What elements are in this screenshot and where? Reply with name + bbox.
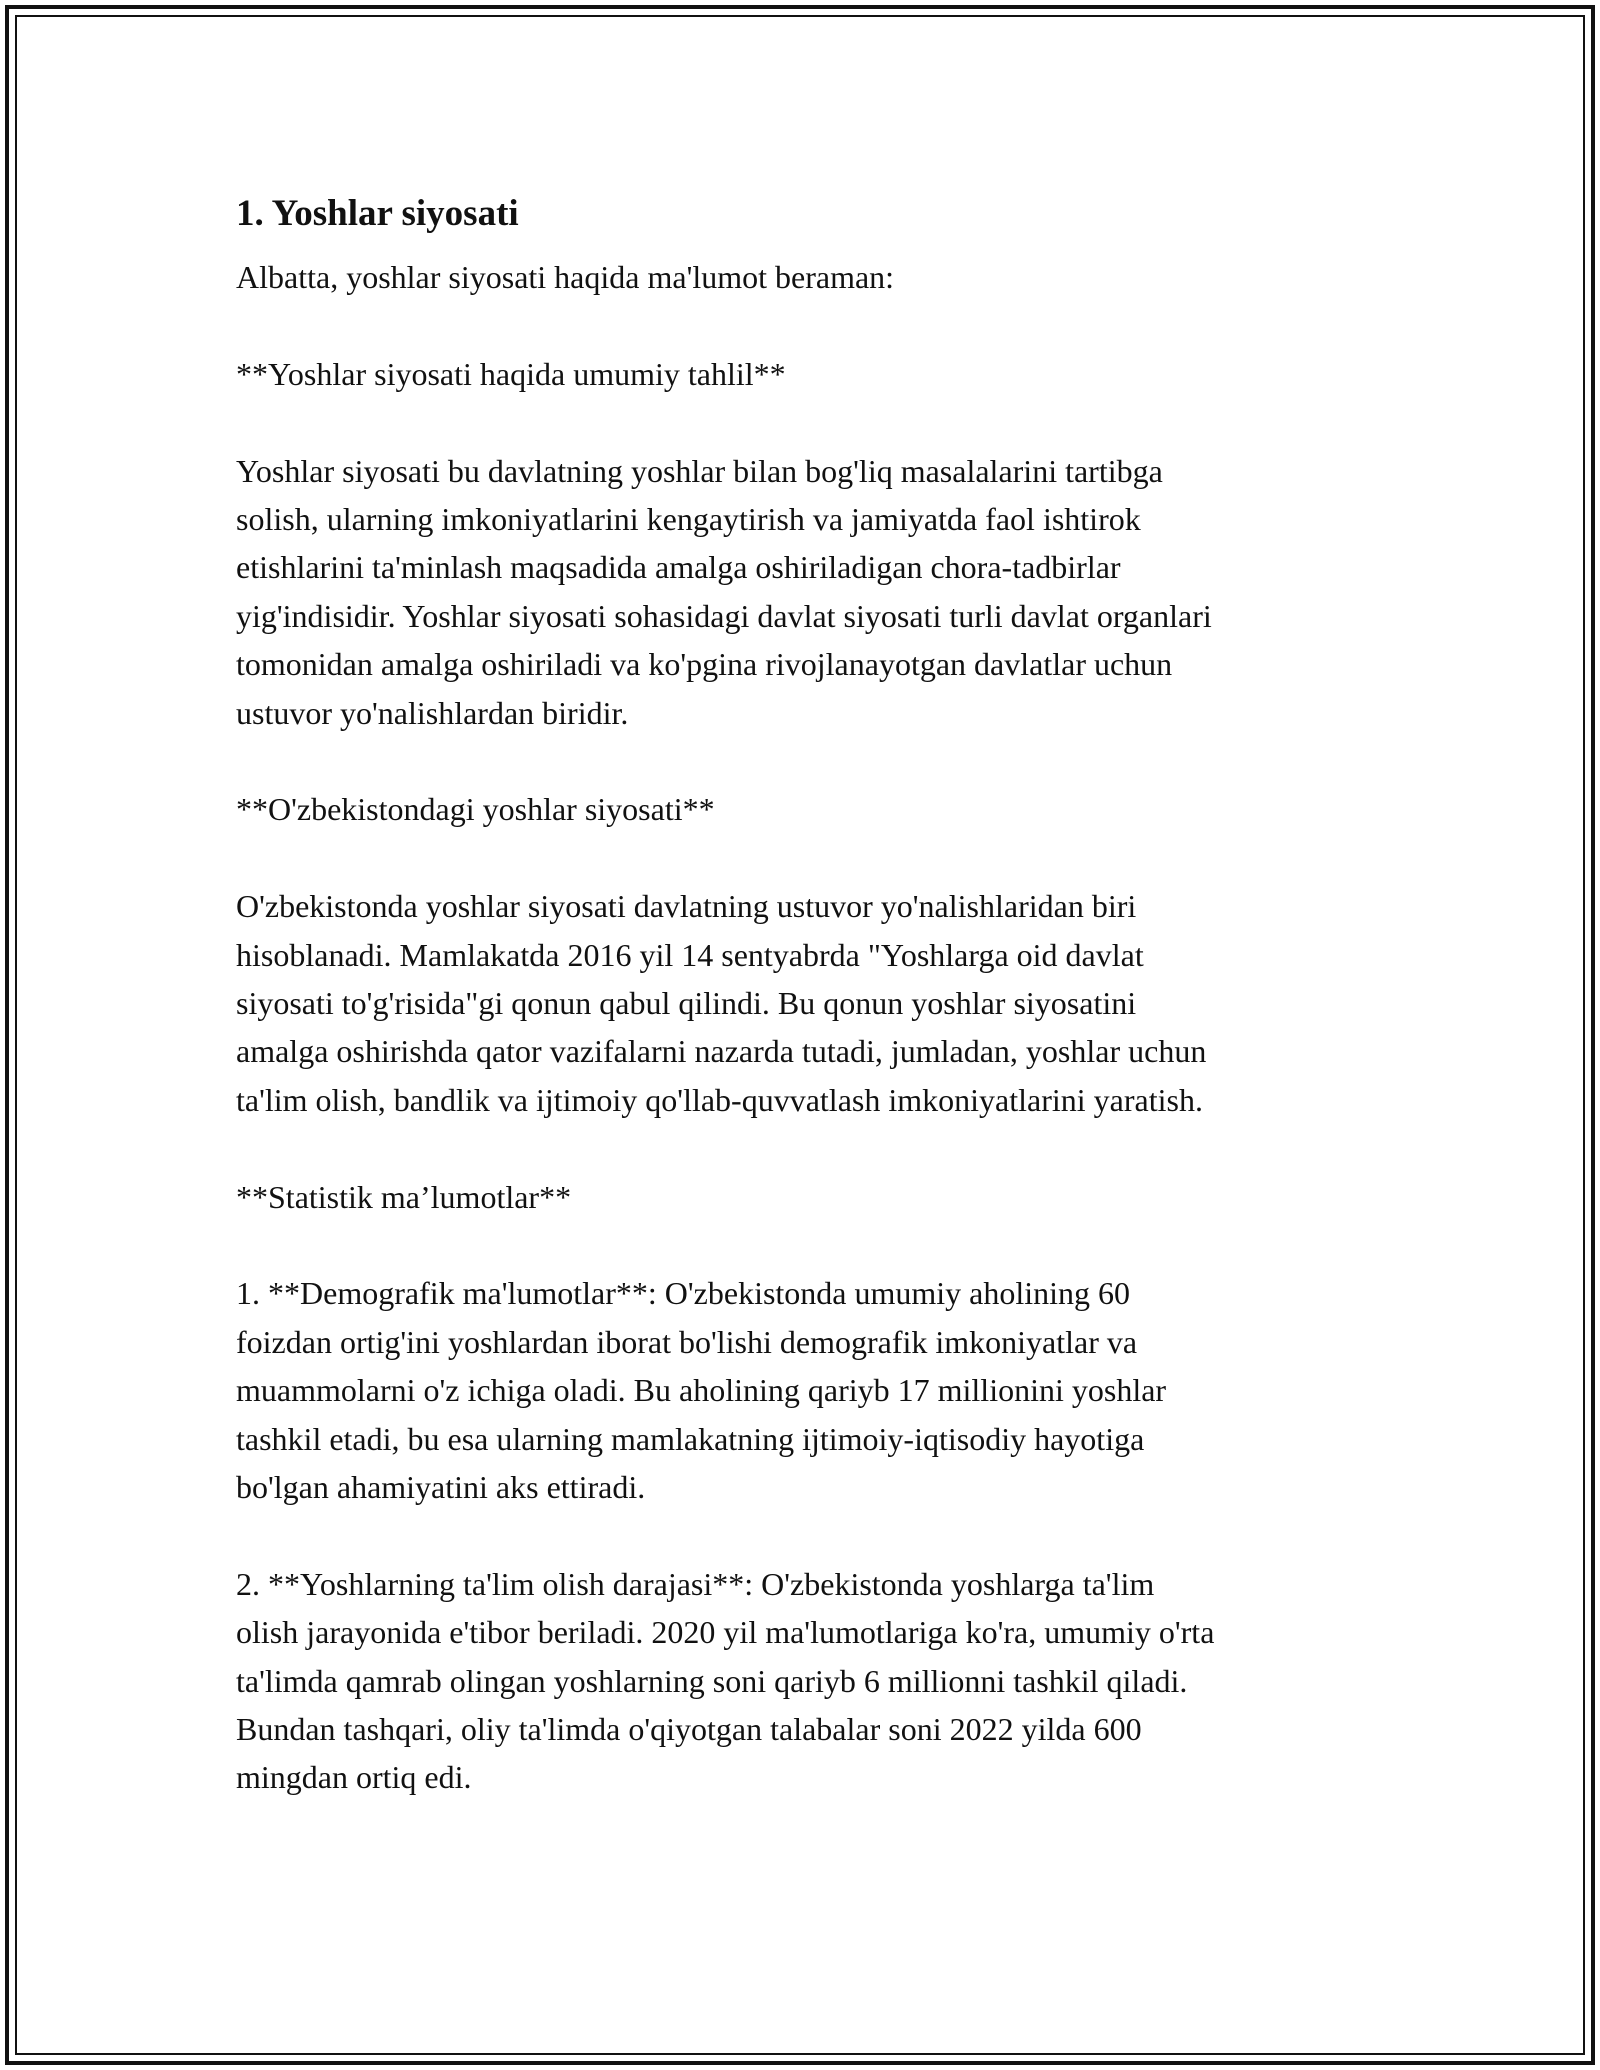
document-body — [236, 186, 1366, 1802]
intro-text: Albatta, yoshlar siyosati haqida ma'lumot beraman: — [236, 259, 895, 295]
document-title: 1. Yoshlar siyosati — [236, 193, 519, 234]
heading-general-analysis: **Yoshlar siyosati haqida umumiy tahlil** — [236, 355, 786, 392]
heading-statistics: **Statistik ma’lumotlar** — [236, 1178, 572, 1215]
paragraph-uzbekistan-youth-policy: O'zbekistonda yoshlar siyosati davlatning ustuvor yo'nalishlaridan biri hisoblanadi. Mamlakatda 2016 yil 14 sentyabrda "Yoshlarga oid davlat siyosati to'g'risida"gi qonun qabul qilindi. Bu qonun yoshlar siyosatini amalga oshirishda qator vazifalarni nazarda tutadi, jumladan, yoshlar uchun ta'lim olish, bandlik va ijtimoiy qo'llab-quvvatlash imkoniyatlarini yaratish. — [236, 888, 1207, 1118]
list-item-demographic: 1. **Demografik ma'lumotlar**: O'zbekistonda umumiy aholining 60 foizdan ortig'ini yoshlardan iborat bo'lishi demografik imkoniyatlar va muammolarni o'z ichiga oladi. Bu aholining qariyb 17 millionini yoshlar tashkil etadi, bu esa ularning mamlakatning ijtimoiy-iqtisodiy hayotiga bo'lgan ahamiyatini aks ettiradi. — [236, 1275, 1167, 1506]
paragraph-general-analysis: Yoshlar siyosati bu davlatning yoshlar bilan bog'liq masalalarini tartibga solish, ularning imkoniyatlarini kengaytirish va jamiyatda faol ishtirok etishlarini ta'minlash maqsadida amalga oshiriladigan chora-tadbirlar yig'indisidir. Yoshlar siyosati sohasidagi davlat siyosati turli davlat organlari tomonidan amalga oshiriladi va ko'pgina rivojlanayotgan davlatlar uchun ustuvor yo'nalishlardan biridir. — [236, 452, 1212, 731]
heading-uzbekistan-youth-policy: **O'zbekistondagi yoshlar siyosati** — [236, 791, 715, 828]
list-item-education: 2. **Yoshlarning ta'lim olish darajasi**: O'zbekistonda yoshlarga ta'lim olish jarayonida e'tibor beriladi. 2020 yil ma'lumotlariga ko'ra, umumiy o'rta ta'limda qamrab olingan yoshlarning soni qariyb 6 millionni tashkil qiladi. Bundan tashqari, oliy ta'limda o'qiyotgan talabalar soni 2022 yilda 600 mingdan ortiq edi. — [236, 1565, 1215, 1796]
